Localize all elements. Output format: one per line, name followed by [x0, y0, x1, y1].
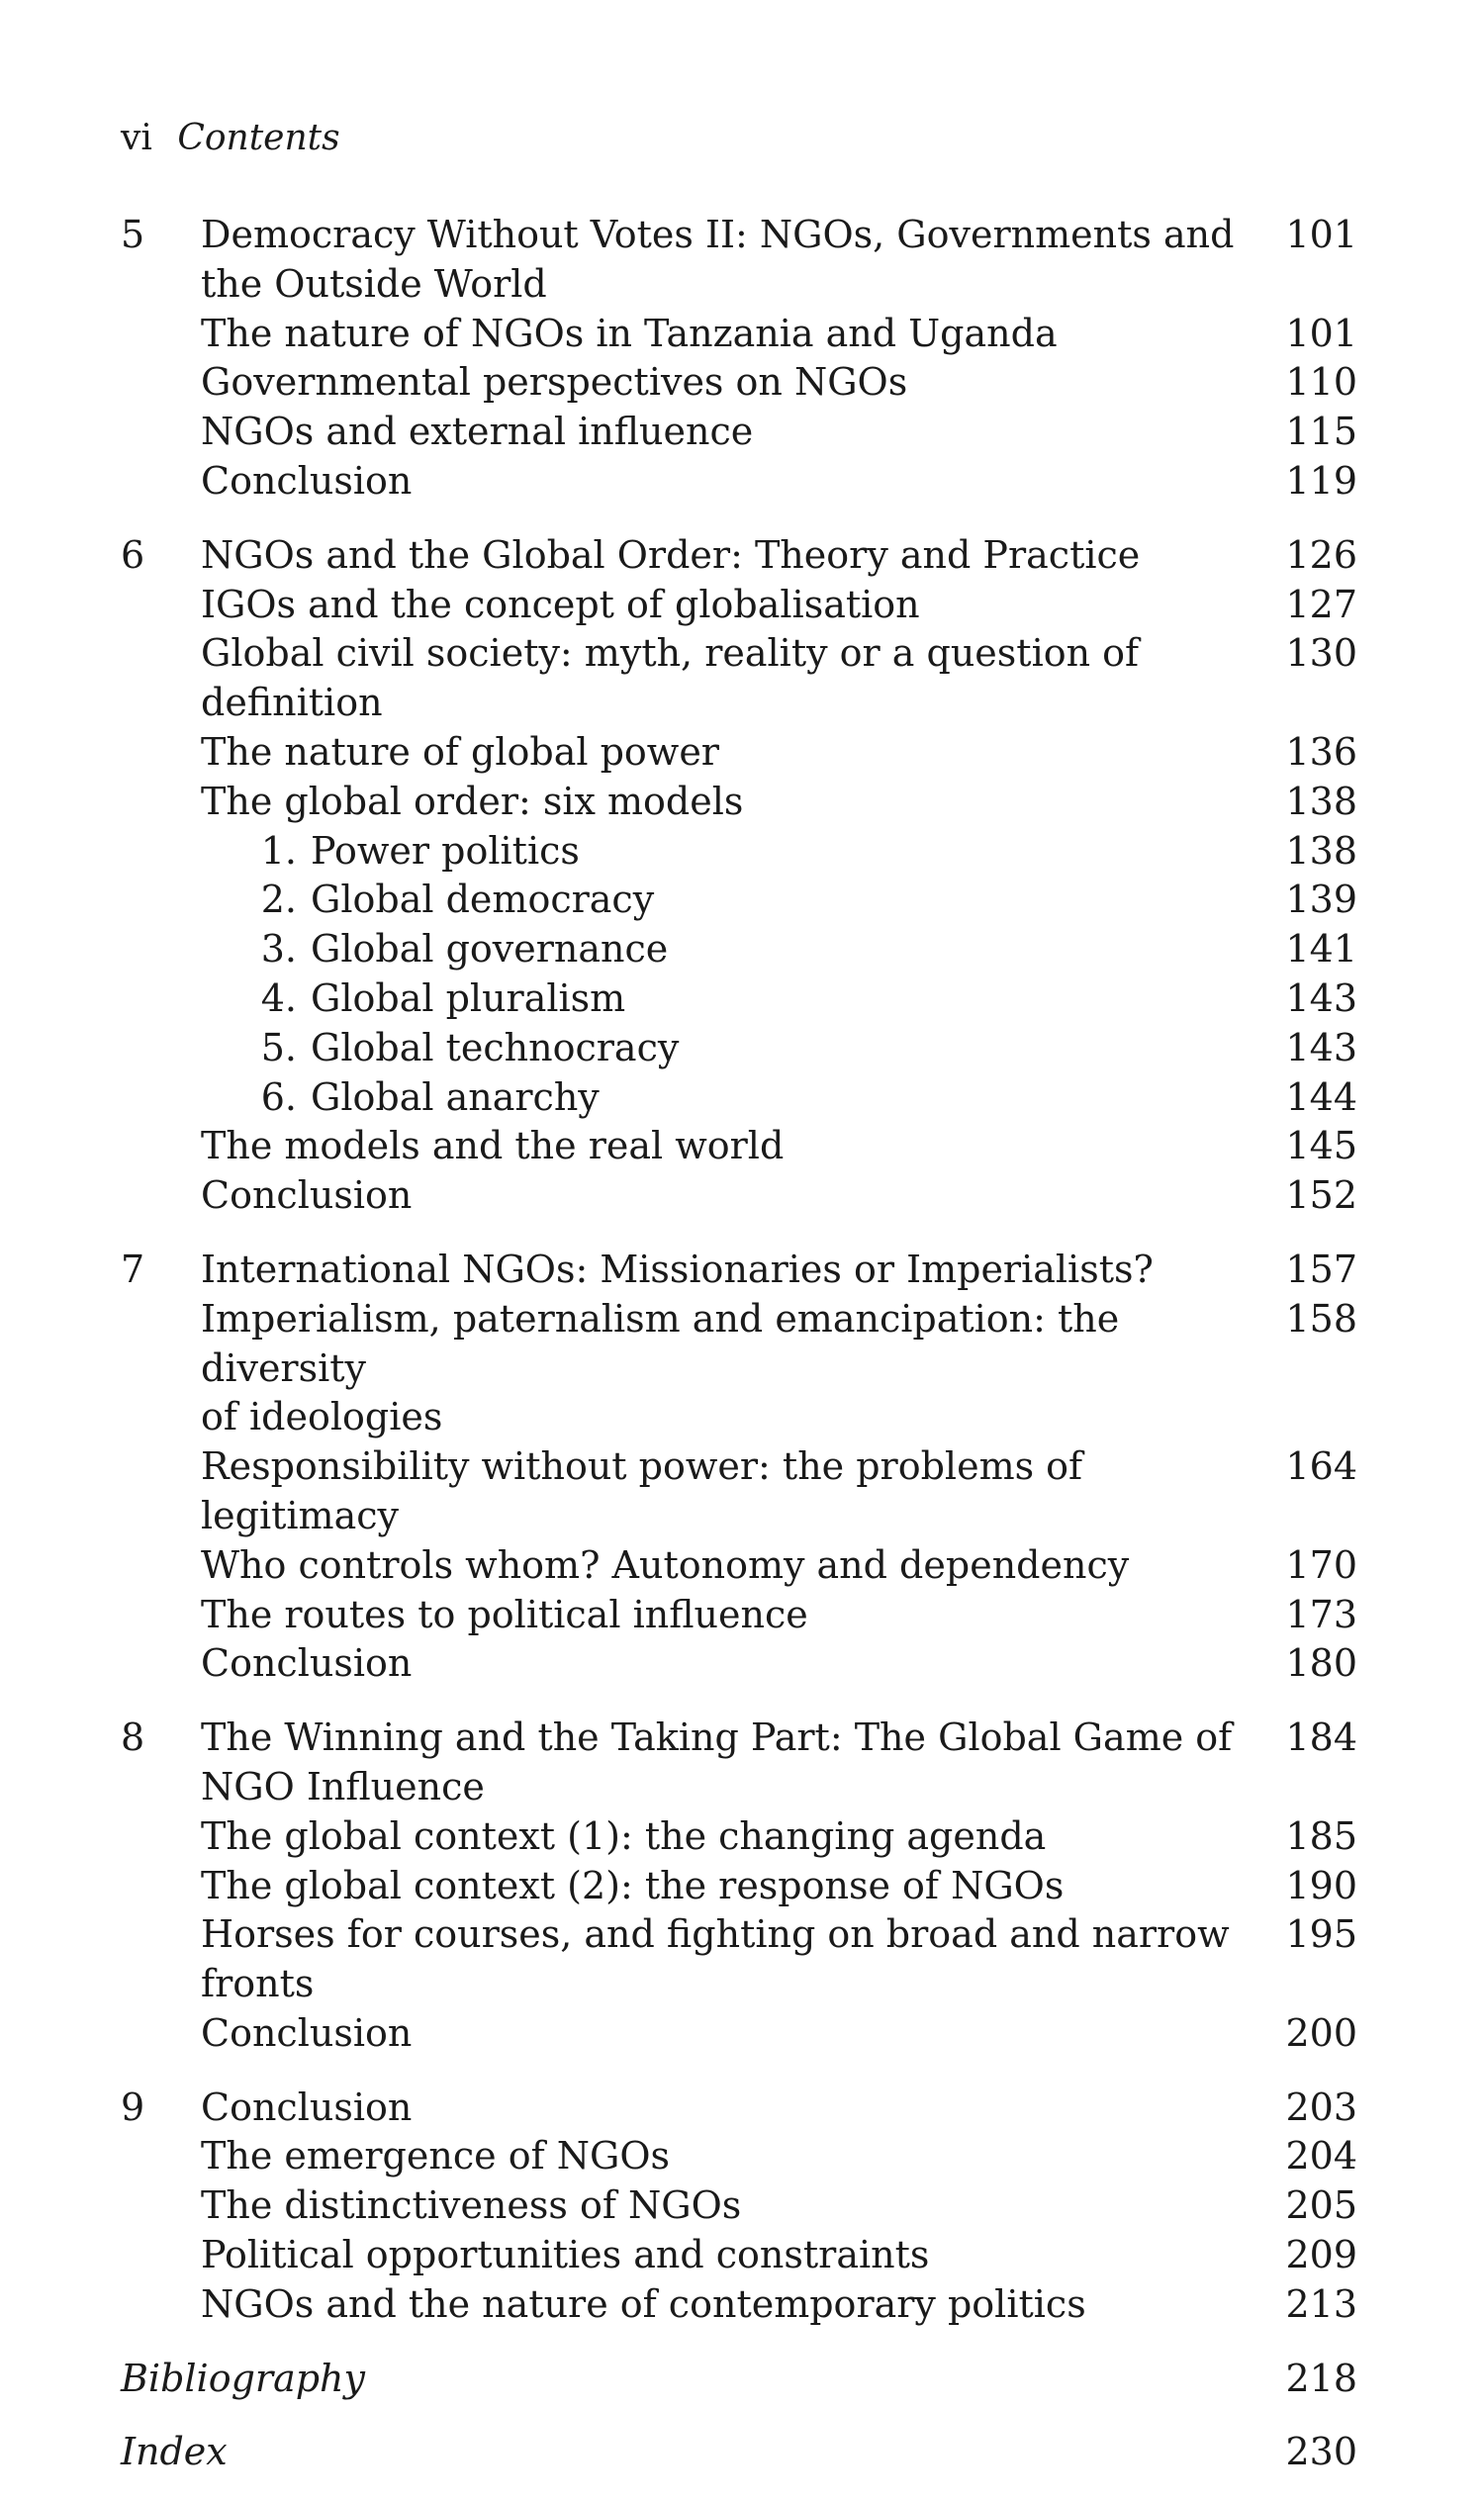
- chapter-heading[interactable]: [121, 531, 1357, 581]
- section-title: IGOs and the concept of globalisation: [201, 582, 920, 626]
- page-number: 205: [1285, 2183, 1357, 2228]
- page-number: 180: [1285, 1641, 1357, 1686]
- model-entry[interactable]: [121, 925, 1357, 974]
- chapter-heading[interactable]: [121, 211, 1357, 260]
- model-number: 5.: [260, 1025, 297, 1069]
- model-entry[interactable]: [121, 1073, 1357, 1123]
- page-number: 195: [1285, 1912, 1357, 1957]
- page-number: 173: [1285, 1592, 1357, 1636]
- running-head: [121, 117, 340, 160]
- model-number: 1.: [260, 828, 297, 873]
- section-entry[interactable]: [121, 408, 1357, 457]
- section-entry[interactable]: [121, 1591, 1357, 1640]
- model-title: Power politics: [311, 828, 580, 873]
- page-number: 127: [1285, 582, 1357, 626]
- back-matter-entry[interactable]: [121, 2428, 1357, 2477]
- model-title: Global governance: [311, 927, 669, 972]
- chapter-heading-cont: [121, 260, 1357, 310]
- model-number: 3.: [260, 927, 297, 972]
- section-title: The distinctiveness of NGOs: [201, 2183, 742, 2228]
- section-entry[interactable]: [121, 1171, 1357, 1221]
- page-number: 203: [1285, 2085, 1357, 2129]
- section-entry[interactable]: [121, 1295, 1357, 1394]
- chapter-number: 7: [121, 1247, 145, 1291]
- section-title: Global civil society: myth, reality or a question of definition: [201, 631, 1140, 725]
- page-number: 164: [1285, 1444, 1357, 1489]
- section-title: Conclusion: [201, 1173, 413, 1218]
- running-head-label: Contents: [177, 118, 340, 158]
- model-title: Global technocracy: [311, 1025, 680, 1069]
- chapter-number: 9: [121, 2085, 145, 2129]
- chapter-title: Conclusion: [201, 2085, 413, 2129]
- model-title: Global democracy: [311, 878, 655, 922]
- model-number: 2.: [260, 878, 297, 922]
- section-entry[interactable]: [121, 1639, 1357, 1689]
- section-title: The emergence of NGOs: [201, 2134, 670, 2178]
- section-title: The global context (1): the changing agenda: [201, 1813, 1047, 1858]
- chapter-title: International NGOs: Missionaries or Imperialists?: [201, 1247, 1154, 1291]
- page-number: 185: [1285, 1813, 1357, 1858]
- section-title: Who controls whom? Autonomy and dependency: [201, 1542, 1130, 1587]
- model-entry[interactable]: [121, 1024, 1357, 1073]
- section-title: Conclusion: [201, 2010, 413, 2055]
- page-number: 138: [1285, 779, 1357, 823]
- section-entry[interactable]: [121, 2009, 1357, 2059]
- section-title: The global order: six models: [201, 779, 744, 823]
- section-entry[interactable]: [121, 581, 1357, 630]
- section-title: Responsibility without power: the problems of legitimacy: [201, 1444, 1083, 1537]
- section-entry[interactable]: [121, 457, 1357, 507]
- page-number: 138: [1285, 828, 1357, 873]
- page-number: 213: [1285, 2281, 1357, 2326]
- chapter-9: [121, 2084, 1357, 2330]
- page-number: 139: [1285, 878, 1357, 922]
- section-entry[interactable]: [121, 1812, 1357, 1862]
- page-number: 158: [1285, 1296, 1357, 1341]
- page-number: 119: [1285, 458, 1357, 503]
- section-entry[interactable]: [121, 1541, 1357, 1591]
- section-entry[interactable]: [121, 1910, 1357, 2009]
- page-number: 126: [1285, 532, 1357, 577]
- section-entry[interactable]: [121, 1122, 1357, 1171]
- table-of-contents: [121, 211, 1357, 2502]
- chapter-5: [121, 211, 1357, 507]
- section-entry-cont: [121, 1393, 1357, 1442]
- section-title: Imperialism, paternalism and emancipation: the diversity: [201, 1296, 1120, 1390]
- section-title: Political opportunities and constraints: [201, 2233, 930, 2277]
- page-number: 141: [1285, 927, 1357, 972]
- section-title: The global context (2): the response of NGOs: [201, 1863, 1065, 1907]
- model-entry[interactable]: [121, 876, 1357, 925]
- page-number: 157: [1285, 1247, 1357, 1291]
- section-entry[interactable]: [121, 358, 1357, 408]
- section-title: NGOs and the nature of contemporary politics: [201, 2281, 1086, 2326]
- chapter-heading-cont: [121, 1763, 1357, 1812]
- chapter-number: 6: [121, 532, 145, 577]
- chapter-7: [121, 1246, 1357, 1689]
- section-title-cont: of ideologies: [201, 1395, 443, 1439]
- chapter-8: [121, 1714, 1357, 2059]
- page-number: 143: [1285, 975, 1357, 1020]
- section-entry[interactable]: [121, 2280, 1357, 2330]
- section-title: The routes to political influence: [201, 1592, 808, 1636]
- chapter-title-cont: NGO Influence: [201, 1764, 485, 1808]
- page-number: 170: [1285, 1542, 1357, 1587]
- page-number: 110: [1285, 360, 1357, 405]
- page-number: 209: [1285, 2233, 1357, 2277]
- section-entry[interactable]: [121, 778, 1357, 827]
- section-entry[interactable]: [121, 629, 1357, 728]
- chapter-title: The Winning and the Taking Part: The Global Game of: [201, 1715, 1233, 1760]
- section-title: Horses for courses, and fighting on broad and narrow fronts: [201, 1912, 1230, 2006]
- page-number: 230: [1285, 2430, 1357, 2474]
- page-number: 145: [1285, 1124, 1357, 1168]
- chapter-heading[interactable]: [121, 1246, 1357, 1295]
- page-number: 190: [1285, 1863, 1357, 1907]
- page-number: 144: [1285, 1074, 1357, 1119]
- model-title: Global anarchy: [311, 1074, 600, 1119]
- page-number: 184: [1285, 1715, 1357, 1760]
- back-matter-entry[interactable]: [121, 2355, 1357, 2404]
- chapter-6: [121, 531, 1357, 1221]
- back-matter-title: Index: [121, 2430, 228, 2474]
- section-title: Conclusion: [201, 1641, 413, 1686]
- chapter-heading[interactable]: [121, 1714, 1357, 1763]
- back-matter-index: [121, 2428, 1357, 2477]
- model-entry[interactable]: [121, 827, 1357, 877]
- section-title: Governmental perspectives on NGOs: [201, 360, 908, 405]
- back-matter-title: Bibliography: [121, 2356, 365, 2400]
- page-number: 130: [1285, 631, 1357, 676]
- section-title: The models and the real world: [201, 1124, 785, 1168]
- back-matter-bibliography: [121, 2355, 1357, 2404]
- page-number: 136: [1285, 729, 1357, 774]
- chapter-title-cont: the Outside World: [201, 261, 547, 306]
- page-number: 143: [1285, 1025, 1357, 1069]
- model-entry[interactable]: [121, 974, 1357, 1024]
- page-number: 152: [1285, 1173, 1357, 1218]
- section-entry[interactable]: [121, 2231, 1357, 2280]
- model-number: 4.: [260, 975, 297, 1020]
- section-title: The nature of global power: [201, 729, 719, 774]
- page-number: 101: [1285, 213, 1357, 256]
- model-title: Global pluralism: [311, 975, 626, 1020]
- page-number: 204: [1285, 2134, 1357, 2178]
- section-entry[interactable]: [121, 2132, 1357, 2181]
- section-title: Conclusion: [201, 458, 413, 503]
- page-number: 101: [1285, 311, 1357, 355]
- chapter-heading[interactable]: [121, 2084, 1357, 2133]
- section-entry[interactable]: [121, 2181, 1357, 2231]
- section-entry[interactable]: [121, 1442, 1357, 1541]
- chapter-title: NGOs and the Global Order: Theory and Practice: [201, 532, 1141, 577]
- chapter-number: 5: [121, 213, 145, 256]
- section-title: The nature of NGOs in Tanzania and Uganda: [201, 311, 1058, 355]
- model-number: 6.: [260, 1074, 297, 1119]
- chapter-title: Democracy Without Votes II: NGOs, Governments and: [201, 213, 1235, 256]
- section-entry[interactable]: [121, 310, 1357, 359]
- page-numeral: vi: [121, 118, 152, 158]
- section-entry[interactable]: [121, 728, 1357, 778]
- chapter-number: 8: [121, 1715, 145, 1760]
- page-number: 115: [1285, 410, 1357, 454]
- section-entry[interactable]: [121, 1862, 1357, 1911]
- page-number: 218: [1285, 2356, 1357, 2400]
- section-title: NGOs and external influence: [201, 410, 754, 454]
- page-number: 200: [1285, 2010, 1357, 2055]
